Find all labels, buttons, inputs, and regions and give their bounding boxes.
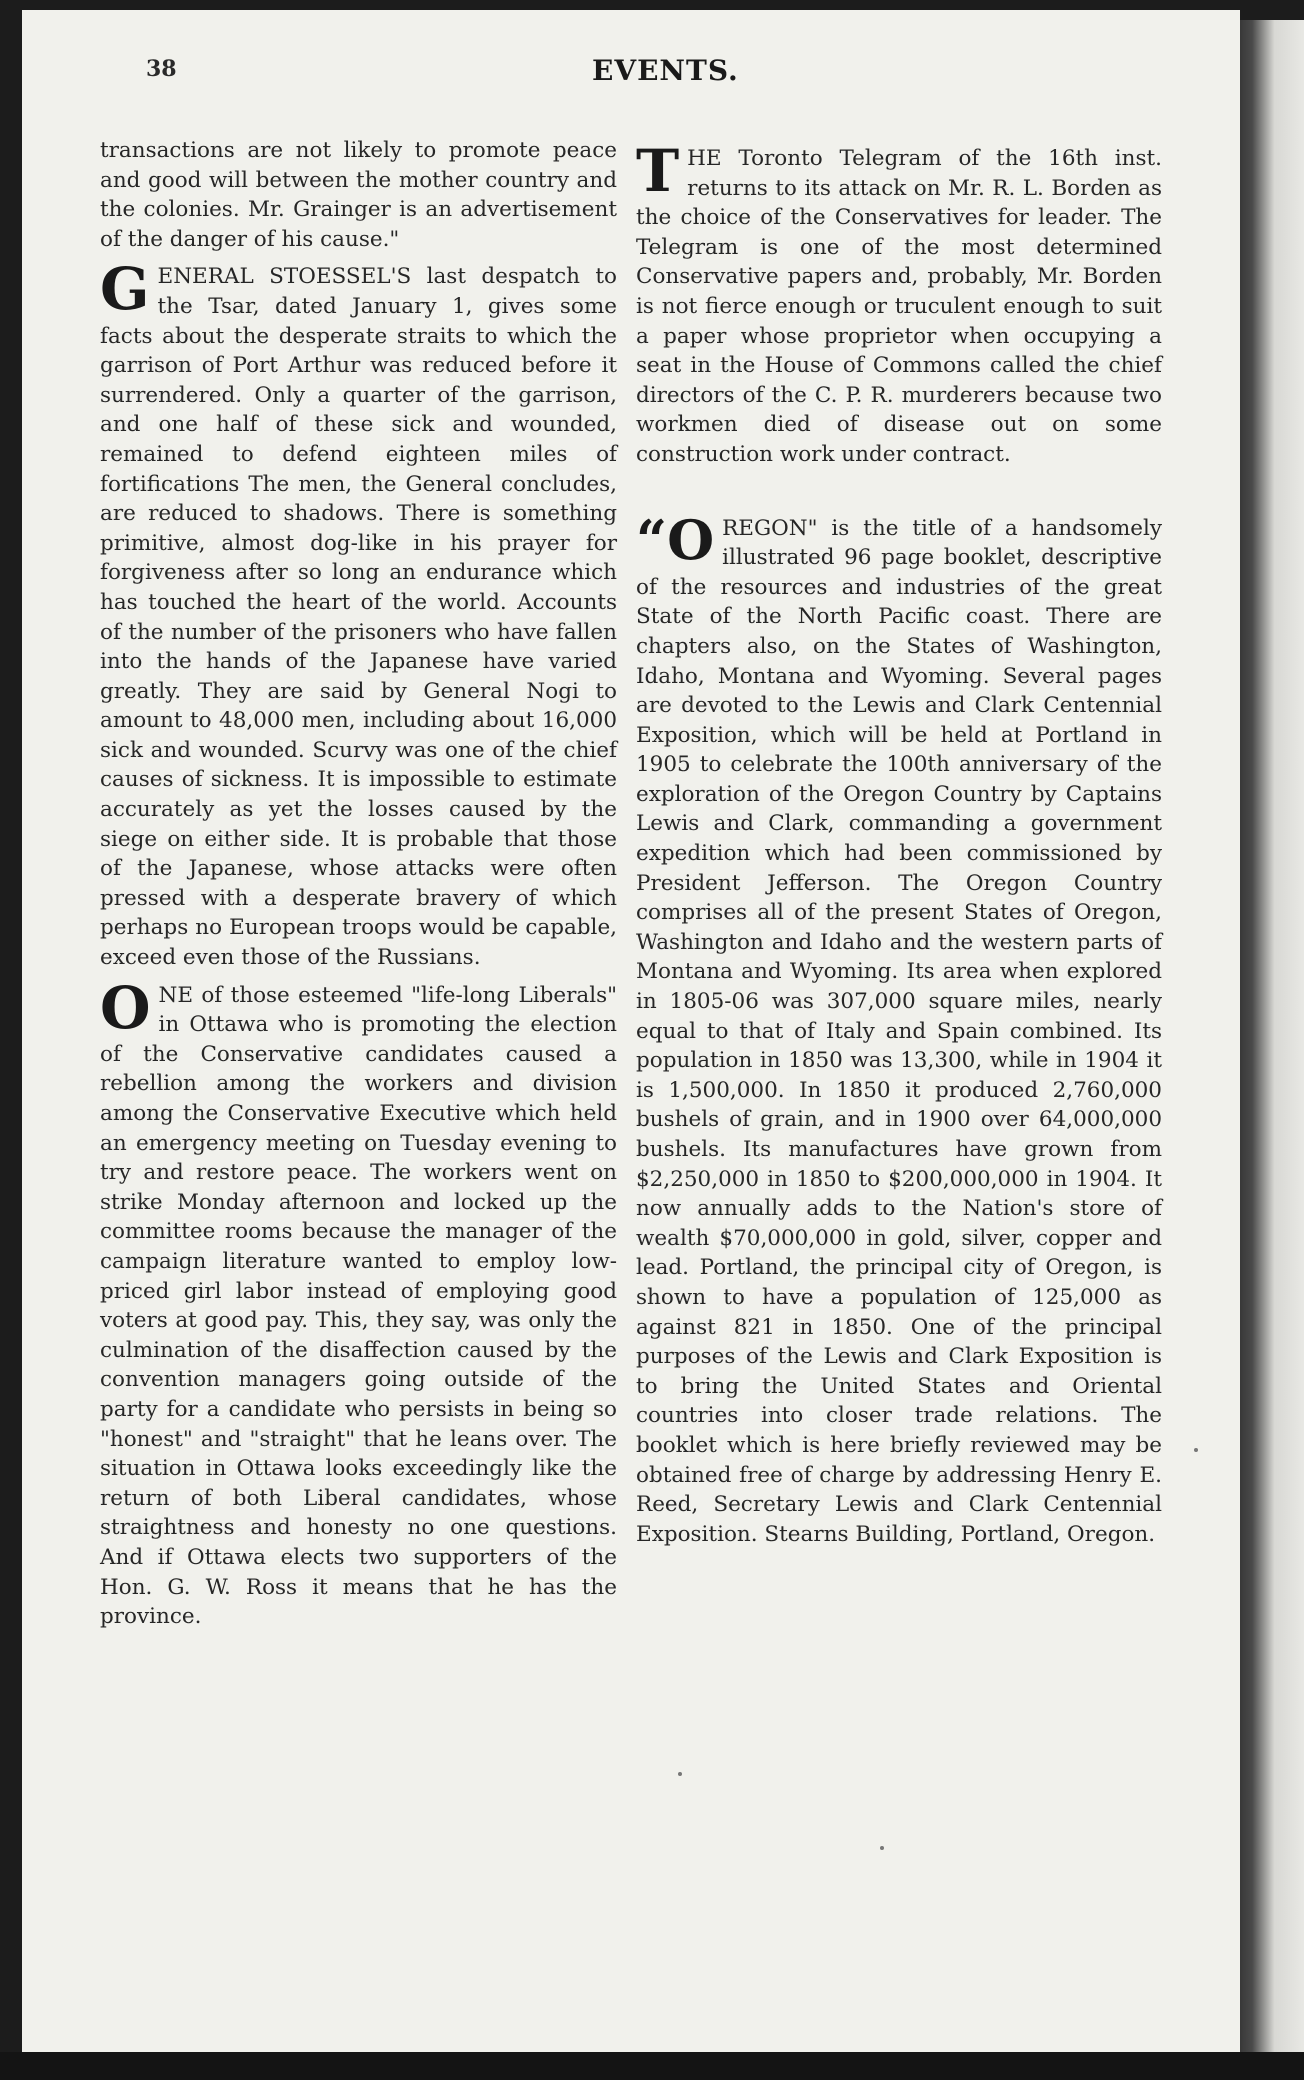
speck-mark [880, 1846, 884, 1850]
speck-mark [1194, 1448, 1198, 1452]
page-edge-shadow [1230, 20, 1304, 2060]
oregon-opening-quote: “ [636, 507, 668, 572]
oregon-body: is the title of a handsomely illustrated 96 page booklet, descriptive of the resources and industries of the great State of the North Pacific coast. There are chapters also, on the States of Washington, Idaho, Montana and Wyoming. Several pages are devoted to the Lewis and Clark Centennial Exposition, which will be held at Portland in 1905 to celebrate the 100th anniversary of the exploration of the Oregon Country by Captains Lewis and Clark, commanding a government expedition which had been commissioned by President Jefferson. The Oregon Country comprises all of the present States of Oregon, Washington and Idaho and the western parts of Montana and Wyoming. Its area when explored in 1805-06 was 307,000 square miles, nearly equal to that of Italy and Spain combined. Its population in 1850 was 13,300, while in 1904 it is 1,500,000. In 1850 it produced 2,760,000 bushels of grain, and in 1900 over 64,000,000 bushels. Its manufactures have grown from $2,250,000 in 1850 to $200,000,000 in 1904. It now annually adds to the Nation's store of wealth $70,000,000 in gold, silver, copper and lead. Portland, the principal city of Oregon, is shown to have a population of 125,000 as against 821 in 1850. One of the principal purposes of the Lewis and Clark Exposition is to bring the United States and Oriental countries into closer trade relations. The booklet which is here briefly reviewed may be obtained free of charge by addressing Henry E. Reed, Secretary Lewis and Clark Centennial Exposition. Stearns Building, Portland, Oregon. [636, 515, 1162, 1547]
page-number: 38 [146, 56, 177, 82]
page-header [22, 50, 1240, 90]
scan-bottom-edge [0, 2052, 1304, 2080]
stoessel-body: last despatch to the Tsar, dated January 1, gives some facts about the desperate straits to which the garrison of Port Arthur was reduced before it surrendered. Only a quarter of the garrison, and one half of these sick and wounded, remained to defend eighteen miles of fortifications The men, the General concludes, are reduced to shadows. There is something primitive, almost dog-like in his prayer for forgiveness after so long an endurance which has touched the heart of the world. Accounts of the number of the prisoners who have fallen into the hands of the Japanese have varied greatly. They are said by General Nogi to amount to 48,000 men, including about 16,000 sick and wounded. Scurvy was one of the chief causes of sickness. It is impossible to estimate accurately as yet the losses caused by the siege on either side. It is probable that those of the Japanese, whose attacks were often pressed with a desperate bravery of which perhaps no European troops would be capable, exceed even those of the Russians. [100, 264, 617, 971]
telegram-dropcap: T [636, 137, 680, 205]
ottawa-body: of those esteemed "life-long Liberals" in Ottawa who is promoting the election of the Conservative candidates caused a rebellion among the workers and division among the Conservative Executive which held an emergency meeting on Tuesday evening to try and restore peace. The workers went on strike Monday afternoon and locked up the committee rooms because the manager of the campaign literature wanted to employ low-priced girl labor instead of employing good voters at good pay. This, they say, was only the culmination of the disaffection caused by the convention managers going outside of the party for a candidate who persists in being so "honest" and "straight" that he leans over. The situation in Ottawa looks exceedingly like the return of both Liberal candidates, whose straightness and honesty no one questions. And if Ottawa elects two supporters of the Hon. G. W. Ross it means that he has the province. [100, 982, 617, 1630]
left-column [100, 136, 617, 1640]
ottawa-lead: NE [158, 982, 194, 1008]
oregon-dropcap-letter: O [667, 507, 715, 572]
stoessel-lead: ENERAL STOESSEL'S [157, 264, 412, 290]
right-column [636, 137, 1162, 1557]
article-gap [636, 478, 1162, 514]
stoessel-dropcap: G [100, 255, 150, 324]
oregon-dropcap [636, 507, 715, 572]
stoessel-article [100, 255, 617, 972]
ottawa-article [100, 973, 617, 1632]
continuation-paragraph: transactions are not likely to promote peace and good will between the mother country and the colonies. Mr. Grainger is an advertisement of the danger of his cause." [100, 138, 617, 252]
telegram-lead: HE [687, 146, 722, 171]
speck-mark [678, 1772, 682, 1776]
oregon-article [636, 507, 1162, 1550]
telegram-body: Toronto Telegram of the 16th inst. returns to its attack on Mr. R. L. Borden as the choice of the Conservatives for leader. The Telegram is one of the most determined Conservative papers and, probably, Mr. Borden is not fierce enough or truculent enough to suit a paper whose proprietor when occupying a seat in the House of Commons called the chief directors of the C. P. R. murderers because two workmen died of disease out on some construction work under contract. [636, 146, 1162, 467]
running-head: EVENTS. [592, 54, 739, 87]
book-page [22, 10, 1240, 2058]
oregon-lead: REGON" [722, 515, 818, 541]
telegram-article [636, 137, 1162, 470]
ottawa-dropcap: O [100, 973, 151, 1042]
